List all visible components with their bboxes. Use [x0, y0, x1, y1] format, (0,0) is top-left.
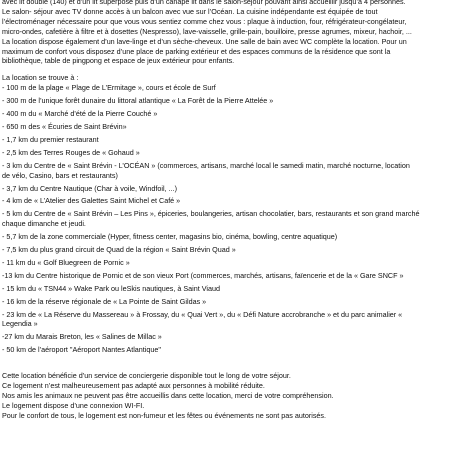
- list-item: [2, 209, 442, 229]
- footer-line: Cette location bénéficie d’un service de conciergerie disponible tout le long de votre séjour.: [2, 371, 291, 381]
- intro-line: avec lit double (140) et d’un lit superposé puis d’un canapé lit dans le salon-séjour pouvant ainsi accueillir jusqu’à 4 personnes.: [2, 0, 406, 6]
- list-item: [2, 83, 442, 93]
- footer-line: Nos amis les animaux ne peuvent pas être accueillis dans cette location, merci de votre compréhension.: [2, 391, 334, 400]
- list-item: [2, 96, 442, 106]
- list-item-text: - 650 m des « Écuries de Saint Brévin»: [2, 121, 127, 131]
- list-item: [2, 332, 442, 342]
- list-item-text: - 16 km de la réserve régionale de « La Pointe de Saint Gildas »: [2, 296, 207, 306]
- location-heading: La location se trouve à :: [2, 73, 79, 83]
- list-item-text: - 7,5 km du plus grand circuit de Quad de la région « Saint Brévin Quad »: [2, 245, 236, 255]
- intro-line: maximum de confort vous disposez d’une place de parking extérieur et des espaces communs de la résidence que sont la: [2, 46, 391, 56]
- intro-line: l’électroménager nécessaire pour que vous vous sentiez comme chez vous : plaque à induction, four, réfrigérateur-congélateur,: [2, 16, 407, 26]
- footer-line: Pour le confort de tous, le logement est non-fumeur et les fêtes ou événements ne sont pas autorisés.: [2, 410, 327, 420]
- list-item-text: Legendia »: [2, 319, 38, 329]
- list-item: [2, 245, 442, 255]
- list-item-text: - 2,5 km des Terres Rouges de « Gohaud »: [2, 147, 140, 157]
- list-item-text: - 23 km de « La Réserve du Massereau » à Frossay, du « Quai Vert », du « Défi Nature accrobranche » et du parc animalier «: [2, 309, 403, 319]
- list-item-text: - 3 km du Centre de « Saint Brévin - L’OCÉAN » (commerces, artisans, marché local le samedi matin, marché nocturne, location: [2, 160, 410, 170]
- list-item-text: - 50 km de l’aéroport "Aéroport Nantes Atlantique": [2, 345, 161, 355]
- list-item-text: -27 km du Marais Breton, les « Salines de Millac »: [2, 332, 162, 342]
- list-item-text: - 1,7 km du premier restaurant: [2, 134, 99, 144]
- list-item: [2, 232, 442, 242]
- list-item-text: - 3,7 km du Centre Nautique (Char à voile, Windfoil, ...): [2, 183, 177, 193]
- list-item-text: - 400 m du « Marché d’été de la Pierre Couché »: [2, 109, 158, 119]
- list-item: [2, 135, 442, 145]
- list-item: [2, 258, 442, 268]
- list-item: [2, 297, 442, 307]
- intro-line: micro-ondes, cafetière à filtre et à dosettes (Nespresso), lave-vaisselle, grille-pain, bouilloire, presse agrumes, mixeur, hachoir, ...: [2, 26, 412, 36]
- footer-line: Ce logement n’est malheureusement pas adapté aux personnes à mobilité réduite.: [2, 381, 265, 391]
- list-item: [2, 184, 442, 194]
- list-item-text: -13 km du Centre historique de Pornic et de son vieux Port (commerces, marchés, artisans, faïencerie et de la « Gare SNCF »: [2, 270, 404, 280]
- footer-line: Le logement dispose d’une connexion WI-FI.: [2, 400, 145, 410]
- list-item-text: - 4 km de « L’Atelier des Galettes Saint Michel et Café »: [2, 196, 181, 206]
- list-item: [2, 148, 442, 158]
- list-item-text: - 100 m de la plage « Plage de L’Ermitage », cours et école de Surf: [2, 83, 216, 93]
- footer-paragraph: [2, 371, 442, 421]
- list-item-text: - 11 km du « Golf Bluegreen de Pornic »: [2, 257, 130, 267]
- list-item-text: chaque dimanche et jeudi.: [2, 219, 86, 229]
- list-item: [2, 284, 442, 294]
- list-item: [2, 345, 442, 355]
- list-item-text: - 15 km du « TSN44 » Wake Park ou leSkis nautiques, à Saint Viaud: [2, 283, 221, 293]
- list-item: [2, 196, 442, 206]
- list-item-text: - 5 km du Centre de « Saint Brévin – Les Pins », épiceries, boulangeries, artisan chocolatier, bars, restaurants et son grand marché: [2, 209, 420, 219]
- list-item-text: de vélo, Casino, bars et restaurants): [2, 170, 118, 180]
- intro-line: bibliothèque, table de pingpong et espace de jeux extérieur pour enfants.: [2, 56, 235, 66]
- list-item: [2, 161, 442, 181]
- document-page: [2, 0, 442, 421]
- list-item-text: - 300 m de l’unique forêt dunaire du littoral atlantique « La Forêt de la Pierre Attelée »: [2, 96, 274, 106]
- intro-line: Le salon- séjour avec TV donne accès à un balcon avec vue sur l’Océan. La cuisine indépendante est équipée de tout: [2, 6, 378, 16]
- list-item: [2, 310, 442, 330]
- intro-line: La location dispose également d’un lave-linge et d’un sèche-cheveux. Une salle de bain avec WC complète la location. Pour un: [2, 36, 407, 46]
- list-item: [2, 122, 442, 132]
- distance-list: [2, 83, 442, 355]
- list-item: [2, 109, 442, 119]
- list-item: [2, 271, 442, 281]
- list-item-text: - 5,7 km de la zone commerciale (Hyper, fitness center, magasins bio, cinéma, bowling, centre aquatique): [2, 232, 338, 242]
- intro-paragraph: [2, 0, 442, 66]
